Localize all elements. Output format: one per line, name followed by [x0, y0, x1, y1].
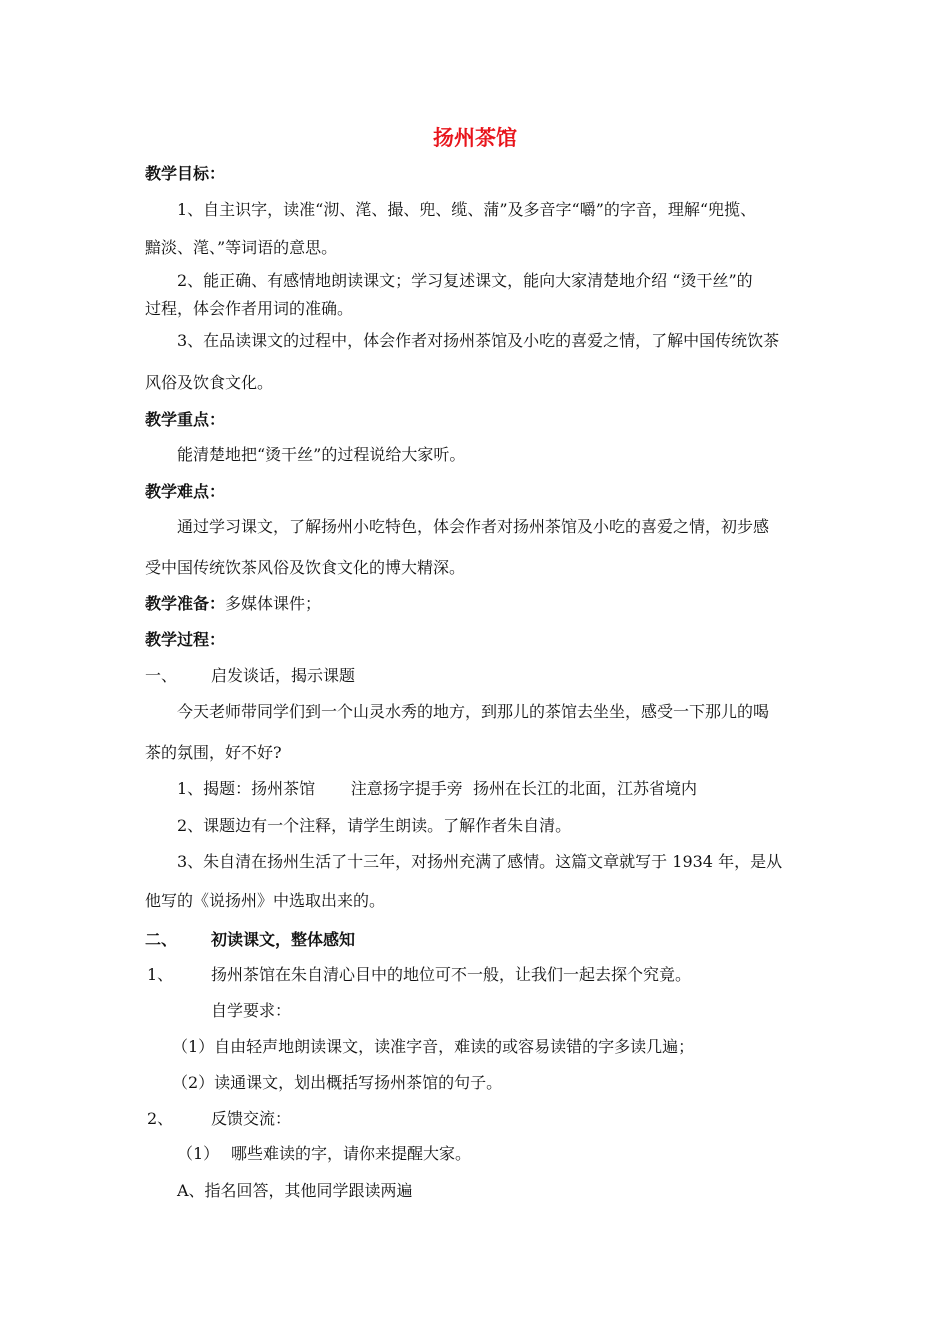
objectives-heading: 教学目标：	[145, 164, 226, 183]
part-1-title: 启发谈话，揭示课题	[211, 666, 356, 685]
part-2-item-2-number: 2、	[147, 1109, 174, 1128]
objective-1-line-2: 黯淡、滗、”等词语的意思。	[145, 238, 338, 257]
objective-1-line-1: 1、自主识字，读准“沏、滗、撮、兜、缆、蒲”及多音字“嚼”的字音，理解“兜揽、	[177, 200, 757, 219]
part-1-step-3-line-2: 他写的《说扬州》中选取出来的。	[145, 891, 386, 910]
difficulty-heading: 教学难点：	[145, 482, 226, 501]
key-point-heading: 教学重点：	[145, 410, 226, 429]
part-1-number: 一、	[145, 666, 178, 685]
sub-item-1-a: A、指名回答，其他同学跟读两遍	[177, 1181, 413, 1200]
part-2-item-1-text: 扬州茶馆在朱自清心目中的地位可不一般，让我们一起去探个究竟。	[211, 965, 692, 984]
process-heading: 教学过程：	[145, 630, 226, 649]
requirement-2: （2）读通课文，划出概括写扬州茶馆的句子。	[172, 1073, 503, 1092]
part-2-item-2-text: 反馈交流：	[211, 1109, 292, 1128]
difficulty-line-1: 通过学习课文，了解扬州小吃特色，体会作者对扬州茶馆及小吃的喜爱之情，初步感	[177, 517, 770, 536]
part-2-item-1-number: 1、	[147, 965, 174, 984]
objective-3-line-2: 风俗及饮食文化。	[145, 373, 274, 392]
part-1-step-2: 2、课题边有一个注释，请学生朗读。了解作者朱自清。	[177, 816, 572, 835]
objective-3-line-1: 3、在品读课文的过程中，体会作者对扬州茶馆及小吃的喜爱之情，了解中国传统饮茶	[177, 331, 780, 350]
difficulty-line-2: 受中国传统饮茶风俗及饮食文化的博大精深。	[145, 558, 466, 577]
part-2-number: 二、	[145, 930, 178, 949]
preparation-text: 多媒体课件；	[225, 594, 322, 613]
preparation-heading: 教学准备：	[145, 594, 226, 613]
key-point-text: 能清楚地把“烫干丝”的过程说给大家听。	[177, 445, 466, 464]
part-1-intro-line-2: 茶的氛围，好不好?	[145, 743, 282, 762]
self-study-label: 自学要求：	[211, 1001, 292, 1020]
sub-item-1-text: 哪些难读的字，请你来提醒大家。	[231, 1144, 472, 1163]
sub-item-1-number: （1）	[177, 1144, 220, 1163]
objective-2-line-1: 2、能正确、有感情地朗读课文；学习复述课文，能向大家清楚地介绍 “烫干丝”的	[177, 271, 753, 290]
part-1-step-3-line-1: 3、朱自清在扬州生活了十三年，对扬州充满了感情。这篇文章就写于 1934 年，是从	[177, 852, 783, 871]
requirement-1: （1）自由轻声地朗读课文，读准字音，难读的或容易读错的字多读几遍；	[172, 1037, 695, 1056]
part-1-intro-line-1: 今天老师带同学们到一个山灵水秀的地方，到那儿的茶馆去坐坐，感受一下那儿的喝	[177, 702, 770, 721]
part-2-title: 初读课文，整体感知	[211, 930, 356, 949]
objective-2-line-2: 过程，体会作者用词的准确。	[145, 299, 354, 318]
document-title: 扬州茶馆	[433, 126, 517, 150]
part-1-step-1: 1、揭题：扬州茶馆 注意扬字提手旁 扬州在长江的北面，江苏省境内	[177, 779, 697, 798]
preparation-line	[145, 593, 321, 615]
